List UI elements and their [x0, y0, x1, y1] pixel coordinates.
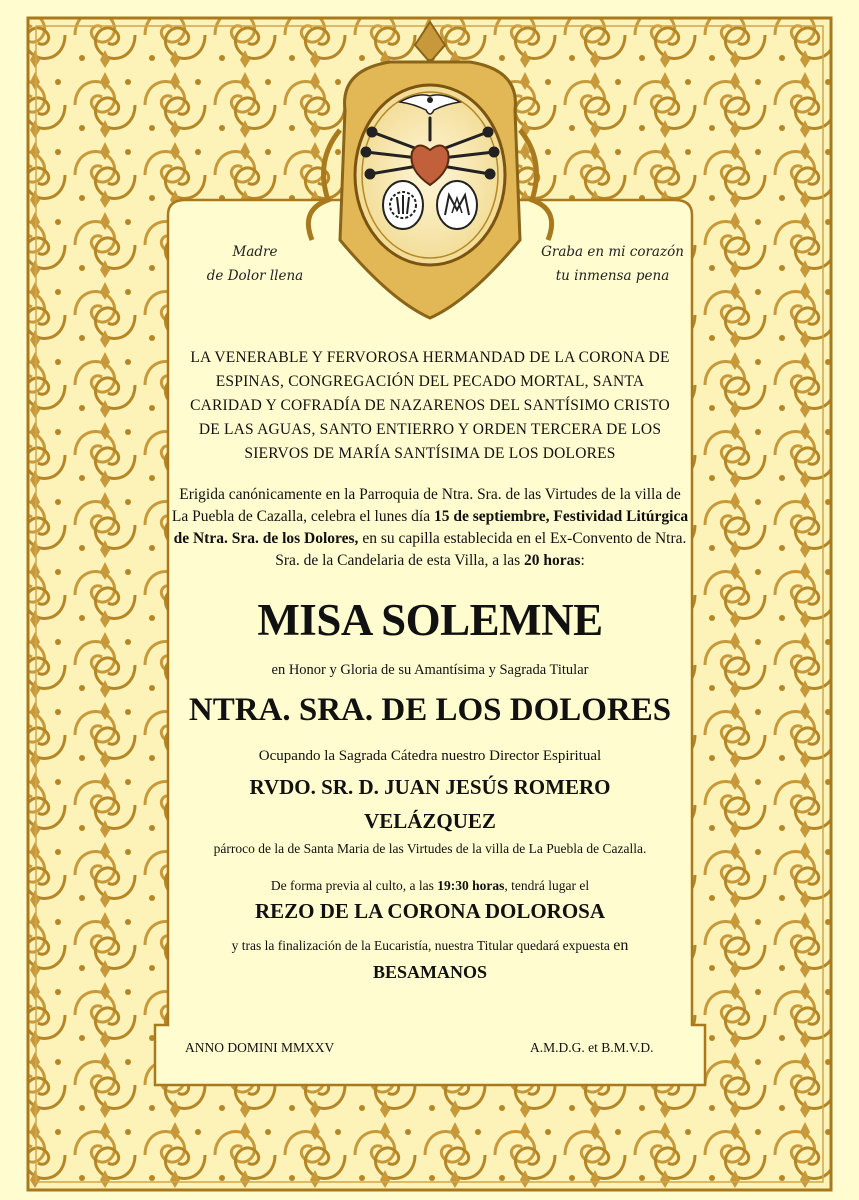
titular-name: NTRA. SRA. DE LOS DOLORES [188, 692, 672, 728]
motto-right-line-2: tu inmensa pena [555, 268, 670, 284]
brotherhood-title-line: CARIDAD Y COFRADÍA DE NAZARENOS DEL SANTÍSIMO CRISTO [190, 397, 670, 414]
intro-text: : [580, 552, 585, 569]
motto-left-line-1: Madre [232, 244, 278, 260]
intro-date: 15 de septiembre, Festividad Litúrgica de Ntra. Sra. de los Dolores, [173, 508, 689, 547]
brotherhood-title-line: DE LAS AGUAS, SANTO ENTIERRO Y ORDEN TERCERA DE LOS [198, 421, 662, 438]
motto-left [195, 240, 315, 288]
brotherhood-title-line: LA VENERABLE Y FERVOROSA HERMANDAD DE LA CORONA DE [190, 349, 670, 366]
brotherhood-title-line: ESPINAS, CONGREGACIÓN DEL PECADO MORTAL, SANTA [215, 373, 645, 390]
motto-right-line-1: Graba en mi corazón [541, 244, 684, 260]
priest-name [170, 770, 690, 838]
previa-text: De forma previa al culto, a las [270, 878, 438, 893]
brotherhood-title [170, 346, 690, 466]
intro-time: 20 horas [524, 552, 581, 569]
priest-name-line: RVDO. SR. D. JUAN JESÚS ROMERO [249, 775, 611, 799]
tras-text: y tras la finalización de la Eucaristía, nuestra Titular quedará expuesta [231, 938, 614, 953]
motto-right [530, 240, 695, 288]
besamanos-title: BESAMANOS [372, 962, 488, 982]
rezo-title: REZO DE LA CORONA DOLOROSA [254, 899, 606, 923]
crown-of-thorns-nails-icon [383, 181, 423, 229]
anno-domini: ANNO DOMINI MMXXV [185, 1040, 335, 1055]
announcement-body [170, 346, 690, 988]
honor-line: en Honor y Gloria de su Amantísima y Sagrada Titular [271, 662, 589, 678]
intro-text: en su capilla establecida en el Ex-Convento de Ntra. Sra. de la Candelaria de esta Villa, a las [275, 530, 687, 569]
tras-en: en [613, 937, 629, 954]
brotherhood-title-line: SIERVOS DE MARÍA SANTÍSIMA DE LOS DOLORES [244, 445, 616, 462]
misa-title: MISA SOLEMNE [257, 595, 603, 645]
ocupando-line: Ocupando la Sagrada Cátedra nuestro Director Espiritual [258, 748, 602, 764]
priest-name-line: VELÁZQUEZ [364, 809, 496, 833]
previa-time: 19:30 horas [437, 878, 505, 893]
intro-text: Erigida canónicamente en la Parroquia de Ntra. Sra. de las Virtudes de la villa de La Puebla de Cazalla, celebra el lunes día [171, 486, 681, 525]
marian-monogram-icon [437, 181, 477, 229]
amdg: A.M.D.G. et B.M.V.D. [530, 1040, 654, 1055]
previa-line [170, 876, 690, 896]
motto-left-line-2: de Dolor llena [206, 268, 304, 284]
previa-text: , tendrá lugar el [504, 878, 590, 893]
parroco-line: párroco de la de Santa Maria de las Virtudes de la villa de La Puebla de Cazalla. [213, 841, 647, 856]
tras-line [170, 936, 690, 956]
intro-paragraph [170, 484, 690, 572]
